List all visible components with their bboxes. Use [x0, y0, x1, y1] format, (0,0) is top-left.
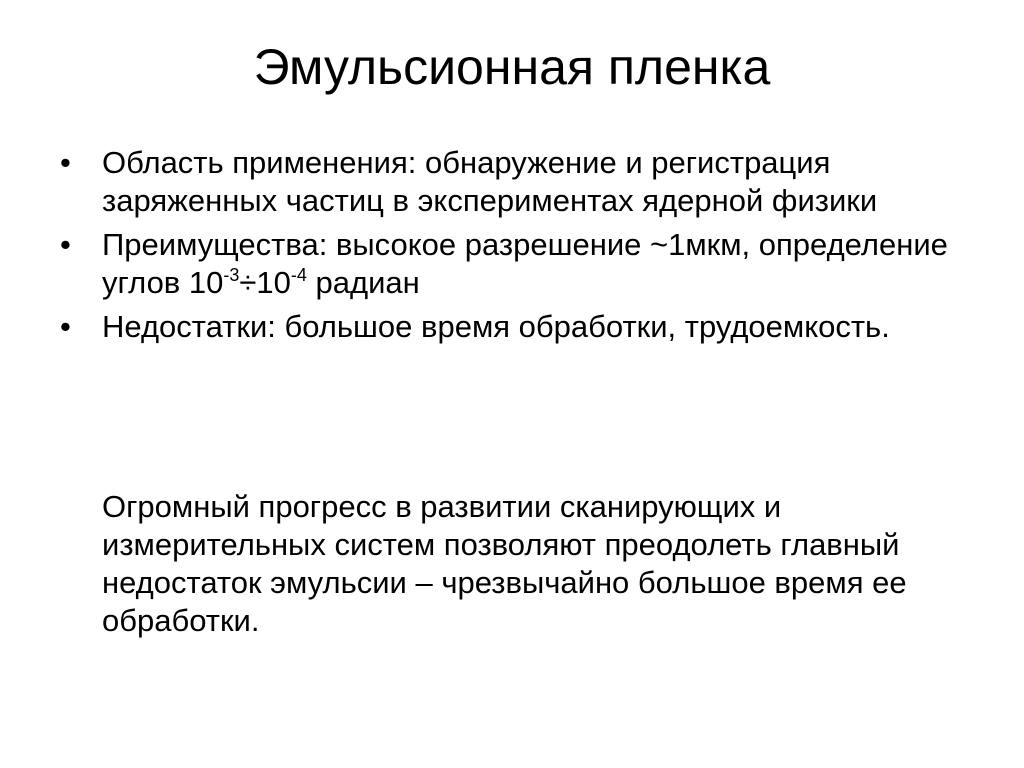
bullet-text	[102, 226, 980, 302]
bullet-application	[60, 144, 980, 220]
bullet-advantages	[60, 226, 980, 302]
bullet-marker: •	[60, 145, 71, 180]
bullet-text: Недостатки: большое время обработки, трудоемкость.	[102, 309, 890, 344]
slide-title: Эмульсионная пленка	[253, 39, 771, 95]
exponent-1: -3	[223, 265, 240, 285]
bullet-marker: •	[60, 227, 71, 262]
bullet-disadvantages	[60, 308, 980, 346]
bullet-list	[60, 144, 980, 352]
summary-paragraph: Огромный прогресс в развитии сканирующих и измерительных систем позволяют преодолеть главный недостаток эмульсии – чрезвычайно большое время ее обработки.	[102, 489, 907, 638]
bullet-text: Область применения: обнаружение и регистрация заряженных частиц в экспериментах ядерной физики	[102, 145, 878, 218]
exponent-2: -4	[290, 265, 307, 285]
bullet-marker: •	[60, 309, 71, 344]
bullet-text-mid: ÷10	[239, 265, 291, 300]
bullet-text-after: радиан	[306, 265, 420, 300]
bullet-text-before: Преимущества: высокое разрешение ~1мкм, определение углов 10	[102, 227, 948, 300]
